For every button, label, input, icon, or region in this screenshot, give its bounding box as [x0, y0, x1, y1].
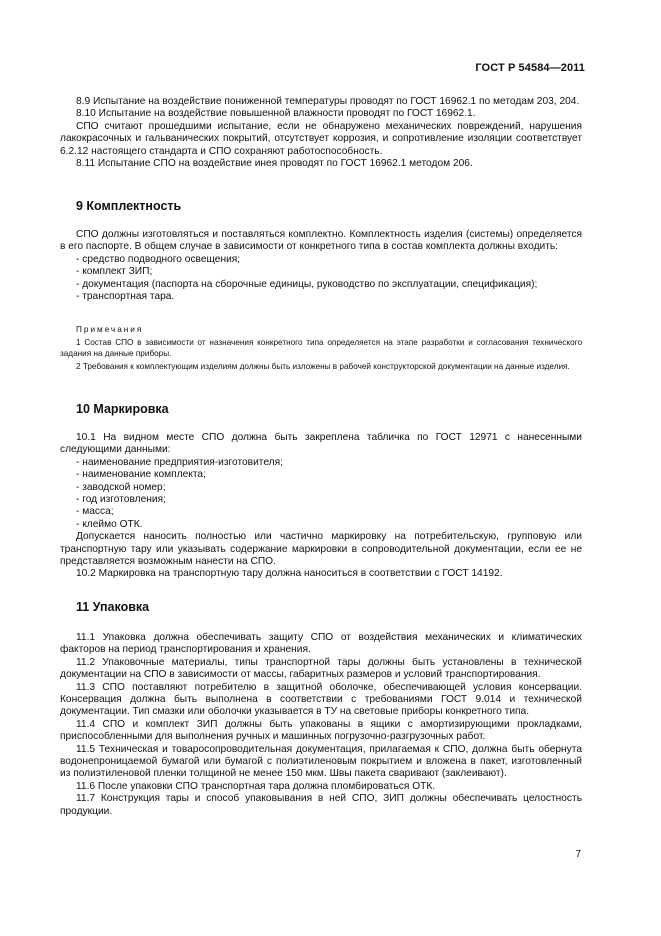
- list-item: - масса;: [76, 506, 114, 518]
- section-9-body: [60, 229, 582, 303]
- section-9-notes: [60, 324, 582, 372]
- paragraph: 11.3 СПО поставляют потребителю в защитной оболочке, обеспечивающей условия консервации. Консервация должна быть выполнена в соответствии с требованиями ГОСТ 9.014 и технической документации. Тип смазки или оболочки указывается в ТУ на световые приборы конкретного типа.: [60, 681, 582, 718]
- section-10: [60, 403, 582, 415]
- list-item: - год изготовления;: [76, 494, 166, 506]
- paragraph: 11.5 Техническая и товаросопроводительная документация, прилагаемая к СПО, должна быть обернута водонепроницаемой бумагой или бумагой с полиэтиленовым покрытием и вложена в пакет, изготовленный из полиэтиленовой пленки толщиной не менее 150 мкм. Швы пакета сваривают (заклеивают).: [60, 743, 582, 780]
- section-10-body: [60, 432, 582, 581]
- paragraph: Допускается наносить полностью или частично маркировку на потребительскую, групповую или транспортную тару или указывать содержание маркировки в сопроводительной документации, если ее не представляется возможным нанести на СПО.: [60, 531, 582, 568]
- paragraph: 11.4 СПО и комплект ЗИП должны быть упакованы в ящики с амортизирующими прокладками, приспособленными для выполнения ручных и машинных погрузочно-разгрузочных работ.: [60, 718, 582, 743]
- section-heading: 9 Комплектность: [76, 199, 182, 213]
- paragraph: 10.2 Маркировка на транспортную тару должна наноситься в соответствии с ГОСТ 14192.: [76, 568, 503, 580]
- paragraph: 11.2 Упаковочные материалы, типы транспортной тары должны быть установлены в технической документации на СПО в зависимости от массы, габаритных размеров и условий транспортирования.: [60, 656, 582, 681]
- section-9: [60, 200, 582, 212]
- section-heading: 10 Маркировка: [76, 402, 169, 416]
- paragraph: 8.9 Испытание на воздействие пониженной температуры проводят по ГОСТ 16962.1 по методам 203, 204.: [76, 96, 580, 107]
- paragraph: 10.1 На видном месте СПО должна быть закреплена табличка по ГОСТ 12971 с нанесенными следующими данными:: [60, 432, 582, 456]
- list-item: - средство подводного освещения;: [76, 253, 241, 265]
- list-item: - клеймо ОТК.: [76, 518, 143, 530]
- page-number: 7: [575, 849, 581, 860]
- list-item: - наименование предприятия-изготовителя;: [76, 456, 283, 468]
- document-code: ГОСТ Р 54584—2011: [475, 62, 585, 74]
- paragraph: СПО считают прошедшими испытание, если не обнаружено механических повреждений, нарушения лакокрасочных и гальванических покрытий, отсутствует коррозия, и сопротивление изоляции соответствует 6.2.12 настоящего стандарта и СПО сохраняют работоспособность.: [60, 120, 582, 157]
- section-heading: 11 Упаковка: [76, 600, 150, 614]
- list-item: - заводской номер;: [76, 481, 166, 493]
- paragraph: 8.11 Испытание СПО на воздействие инея проводят по ГОСТ 16962.1 методом 206.: [76, 158, 473, 170]
- note-item: 2 Требования к комплектующим изделиям должны быть изложены в рабочей конструкторской документации на данные изделия.: [76, 362, 570, 371]
- paragraph: 11.1 Упаковка должна обеспечивать защиту СПО от воздействия механических и климатических факторов на период транспортирования и хранения.: [60, 632, 582, 656]
- list-item: - комплект ЗИП;: [76, 266, 153, 278]
- section-8-continuation: [60, 96, 582, 170]
- notes-title: Примечания: [76, 325, 144, 334]
- section-11: [60, 601, 582, 613]
- list-item: - наименование комплекта;: [76, 469, 206, 481]
- paragraph: СПО должны изготовляться и поставляться комплектно. Комплектность изделия (системы) определяется в его паспорте. В общем случае в зависимости от конкретного типа в состав комплекта должны входить:: [60, 229, 582, 253]
- list-item: - документация (паспорта на сборочные единицы, руководство по эксплуатации, спецификация);: [76, 278, 538, 290]
- section-11-body: [60, 632, 582, 818]
- list-item: - транспортная тара.: [76, 291, 175, 303]
- paragraph: 8.10 Испытание на воздействие повышенной влажности проводят по ГОСТ 16962.1.: [76, 108, 476, 120]
- note-item: 1 Состав СПО в зависимости от назначения конкретного типа определяется на этапе разработки и согласования технического задания на данные приборы.: [60, 338, 582, 358]
- paragraph: 11.7 Конструкция тары и способ упаковывания в ней СПО, ЗИП должны обеспечивать целостность продукции.: [60, 793, 582, 817]
- paragraph: 11.6 После упаковки СПО транспортная тара должна пломбироваться ОТК.: [76, 780, 436, 792]
